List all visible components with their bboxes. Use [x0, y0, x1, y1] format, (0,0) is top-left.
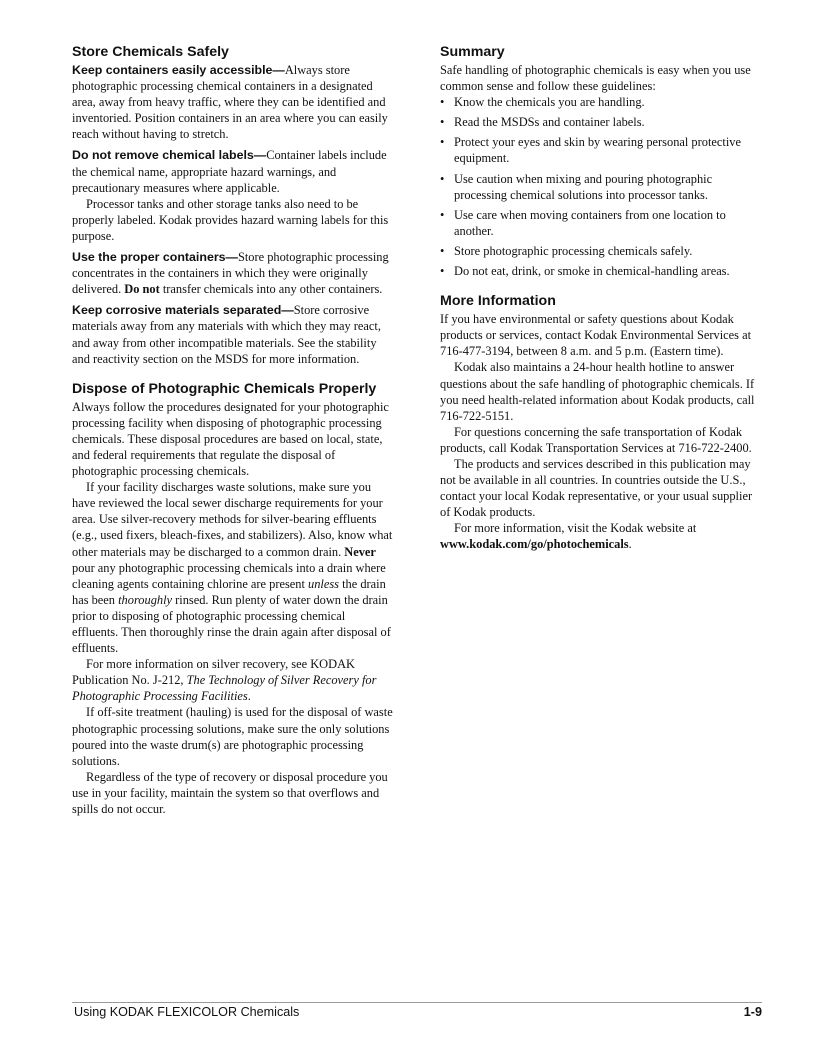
list-item-text: Read the MSDSs and container labels.: [454, 115, 645, 130]
paragraph-text: Always store photographic processing chemical containers in a designated area, away from heavy traffic, where they can be identified and inventoried. Position containers in an area where you can easily reach without having to stretch.: [72, 63, 388, 142]
emphasis-italic: unless: [308, 576, 339, 591]
list-item: [440, 94, 762, 110]
summary-bullet-list: [440, 94, 762, 279]
paragraph-text: transfer chemicals into any other containers.: [159, 282, 383, 297]
paragraph-corrosive-materials: [72, 302, 394, 366]
paragraph-disposal-procedures: Always follow the procedures designated for your photographic processing facility when disposing of photographic processing chemicals. These disposal procedures are based on local, state, and federal requirements that regulate the disposal of photographic processing chemicals.: [72, 399, 389, 479]
page-number: 1-9: [743, 1005, 762, 1019]
website-link[interactable]: www.kodak.com/go/photochemicals: [440, 537, 629, 552]
runin-heading: Use the proper containers—: [72, 250, 238, 265]
paragraph-health-hotline: Kodak also maintains a 24-hour health hotline to answer questions about the safe handling of photographic chemicals. If you need health-related information about Kodak products, call 716-722-5151.: [440, 360, 755, 423]
left-column: [72, 44, 394, 817]
bullet-icon: •: [440, 115, 445, 130]
paragraph-text: Store corrosive materials away from any materials with which they may react, and away from other incompatible materials. See the stability and reactivity section on the MSDS for more information.: [72, 303, 381, 366]
heading-more-information: More Information: [440, 293, 556, 310]
heading-dispose-chemicals: Dispose of Photographic Chemicals Properly: [72, 380, 377, 397]
paragraph-transportation-services: For questions concerning the safe transportation of Kodak products, call Kodak Transportation Services at 716-722-2400.: [440, 424, 752, 455]
paragraph-text: the drain has been: [72, 576, 386, 607]
paragraph-text: Container labels include the chemical name, appropriate hazard warnings, and precautionary measures where applicable.: [72, 148, 387, 195]
paragraph-containers-accessible: [72, 62, 394, 142]
list-item-text: Do not eat, drink, or smoke in chemical-handling areas.: [454, 264, 730, 279]
paragraph-text: .: [247, 689, 251, 704]
paragraph-text: rinsed. Run plenty of water down the drain prior to disposing of photographic processing chemical effluents. Then thoroughly rinse the drain again after disposal of effluents.: [72, 592, 391, 656]
emphasis-bold: Do not: [124, 282, 160, 297]
paragraph-offsite-treatment: If off-site treatment (hauling) is used for the disposal of waste photographic processing solutions, make sure the only solutions poured into the waste drum(s) are photographic processing solutions.: [72, 705, 393, 768]
paragraph-website: [440, 520, 762, 552]
list-item-text: Know the chemicals you are handling.: [454, 95, 645, 110]
heading-store-chemicals: Store Chemicals Safely: [72, 44, 229, 60]
list-item: [440, 263, 762, 279]
list-item: [440, 134, 762, 166]
paragraph-silver-recovery: [72, 656, 394, 704]
runin-heading: Do not remove chemical labels—: [72, 148, 267, 163]
paragraph-environmental-services: If you have environmental or safety questions about Kodak products or services, contact Kodak Environmental Services at 716-477-3194, between 8 a.m. and 5 p.m. (Eastern time).: [440, 312, 752, 359]
runin-heading: Keep corrosive materials separated—: [72, 303, 294, 318]
paragraph-text: .: [628, 537, 632, 552]
list-item: [440, 114, 762, 130]
bullet-icon: •: [440, 264, 445, 279]
emphasis-italic: thoroughly: [118, 592, 173, 607]
list-item-text: Use care when moving containers from one location to another.: [454, 207, 726, 238]
paragraph-discharge-waste: [72, 479, 394, 656]
list-item-text: Use caution when mixing and pouring photographic processing chemical solutions into processor tanks.: [454, 171, 713, 202]
paragraph-text: If your facility discharges waste solutions, make sure you have reviewed the local sewer discharge requirements for your area. Use silver-recovery methods for silver-bearing effluents (e.g., used fixers, bleach-fixes, and stabilizers). Also, know what other materials may be discharged to a common drain.: [72, 480, 393, 559]
bullet-icon: •: [440, 135, 445, 150]
emphasis-bold: Never: [344, 544, 376, 559]
list-item: [440, 243, 762, 259]
paragraph-processor-tanks: Processor tanks and other storage tanks also need to be properly labeled. Kodak provides hazard warning labels for this purpose.: [72, 196, 389, 243]
footer-document-title: Using KODAK FLEXICOLOR Chemicals: [74, 1005, 300, 1019]
bullet-icon: •: [440, 207, 445, 222]
paragraph-proper-containers: [72, 249, 394, 297]
paragraph-summary-intro: Safe handling of photographic chemicals is easy when you use common sense and follow these guidelines:: [440, 63, 751, 94]
footer-divider: [72, 1002, 762, 1003]
bullet-icon: •: [440, 95, 445, 110]
paragraph-text: For more information on silver recovery, see KODAK Publication No. J-212,: [72, 657, 355, 688]
paragraph-chemical-labels: [72, 147, 394, 195]
list-item: [440, 171, 762, 203]
publication-title: The Technology of Silver Recovery for Photographic Processing Facilities: [72, 673, 377, 704]
bullet-icon: •: [440, 243, 445, 258]
paragraph-text: For more information, visit the Kodak website at: [454, 521, 697, 536]
runin-heading: Keep containers easily accessible—: [72, 63, 285, 77]
list-item-text: Protect your eyes and skin by wearing personal protective equipment.: [454, 135, 741, 166]
heading-summary: Summary: [440, 44, 505, 60]
paragraph-maintain-system: Regardless of the type of recovery or disposal procedure you use in your facility, maintain the system so that overflows and spills do not occur.: [72, 769, 388, 817]
bullet-icon: •: [440, 171, 445, 186]
paragraph-text: Store photographic processing concentrates in the containers in which they were originally delivered.: [72, 250, 389, 297]
list-item: [440, 207, 762, 239]
right-column: [440, 44, 762, 553]
paragraph-text: pour any photographic processing chemicals into a drain where cleaning agents containing chlorine are present: [72, 560, 386, 591]
list-item-text: Store photographic processing chemicals safely.: [454, 243, 693, 258]
paragraph-availability: The products and services described in this publication may not be available in all countries. In countries outside the U.S., contact your local Kodak representative, or your usual supplier of Kodak products.: [440, 456, 753, 520]
